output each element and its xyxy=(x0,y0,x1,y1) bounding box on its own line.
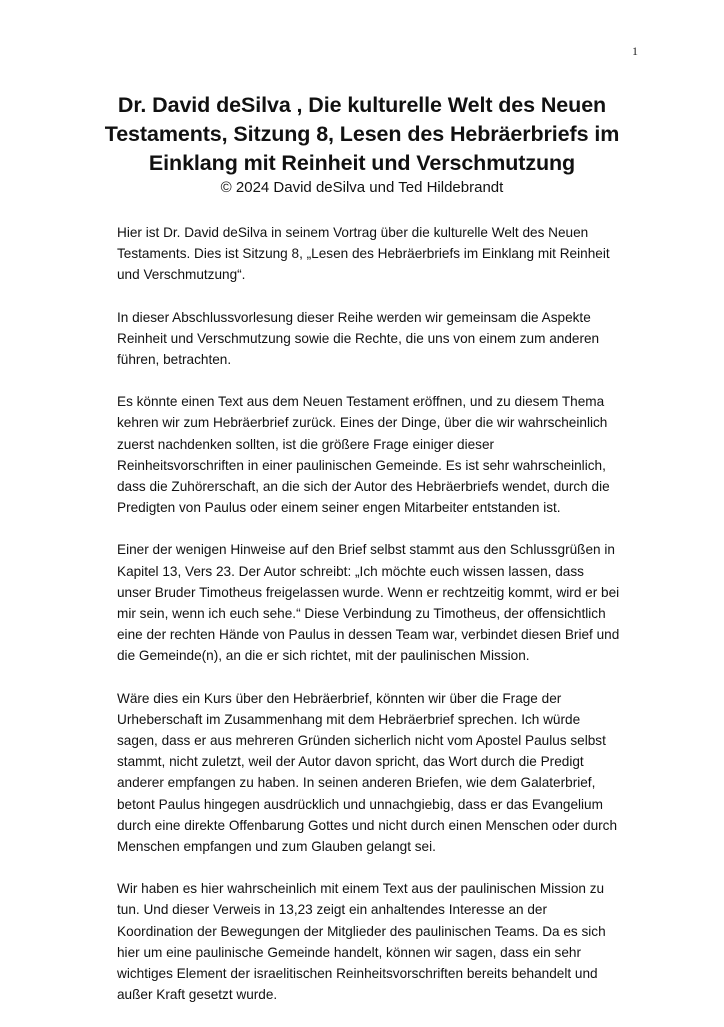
document-body xyxy=(117,222,620,1027)
copyright-line: © 2024 David deSilva und Ted Hildebrandt xyxy=(220,179,504,196)
paragraph-intro: Hier ist Dr. David deSilva in seinem Vortrag über die kulturelle Welt des Neuen Testaments. Dies ist Sitzung 8, „Lesen des Hebräerbriefs im Einklang mit Reinheit und Verschmutzung“. xyxy=(117,225,610,283)
paragraph-authorship: Wäre dies ein Kurs über den Hebräerbrief, könnten wir über die Frage der Urheberschaft im Zusammenhang mit dem Hebräerbrief sprechen. Ich würde sagen, dass er aus mehreren Gründen sicherlich nicht vom Apostel Paulus selbst stammt, nicht zuletzt, weil der Autor davon spricht, das Wort durch die Predigt anderer empfangen zu haben. In seinen anderen Briefen, wie dem Galaterbrief, betont Paulus hingegen ausdrücklich und unnachgiebig, dass er das Evangelium durch eine direkte Offenbarung Gottes und nicht durch einen Menschen oder durch Menschen empfangen und zum Glauben gelangt sei. xyxy=(117,690,618,855)
document-title: Dr. David deSilva , Die kulturelle Welt des Neuen Testaments, Sitzung 8, Lesen des Hebräerbriefs im Einklang mit Reinheit und Verschmutzung xyxy=(104,93,620,175)
paragraph-pauline-mission: Wir haben es hier wahrscheinlich mit einem Text aus der paulinischen Mission zu tun. Und dieser Verweis in 13,23 zeigt ein anhaltendes Interesse an der Koordination der Bewegungen der Mitglieder des paulinischen Teams. Da es sich hier um eine paulinische Gemeinde handelt, können wir sagen, dass ein sehr wichtiges Element der israelitischen Reinheitsvorschriften bereits behandelt und außer Kraft gesetzt wurde. xyxy=(117,881,606,1003)
paragraph-lecture-scope: In dieser Abschlussvorlesung dieser Reihe werden wir gemeinsam die Aspekte Reinheit und Verschmutzung sowie die Rechte, die uns von einem zum anderen führen, betrachten. xyxy=(117,309,600,368)
paragraph-timothy-reference: Einer der wenigen Hinweise auf den Brief selbst stammt aus den Schlussgrüßen in Kapitel 13, Vers 23. Der Autor schreibt: „Ich möchte euch wissen lassen, dass unser Bruder Timotheus freigelassen wurde. Wenn er rechtzeitig kommt, wird er bei mir sein, wenn ich euch sehe.“ Diese Verbindung zu Timotheus, der offensichtlich eine der rechten Hände von Paulus in dessen Team war, verbindet diesen Brief und die Gemeinde(n), an die er sich richtet, mit der paulinischen Mission. xyxy=(117,542,620,664)
paragraph-hebrews-context: Es könnte einen Text aus dem Neuen Testament eröffnen, und zu diesem Thema kehren wir zum Hebräerbrief zurück. Eines der Dinge, über die wir wahrscheinlich zuerst nachdenken sollten, ist die größere Frage einiger dieser Reinheitsvorschriften in einer paulinischen Gemeinde. Es ist sehr wahrscheinlich, dass die Zuhörerschaft, an die sich der Autor des Hebräerbriefs wendet, durch die Predigten von Paulus oder einem seiner engen Mitarbeiter entstanden ist. xyxy=(117,394,610,516)
page-number: 1 xyxy=(632,44,638,58)
